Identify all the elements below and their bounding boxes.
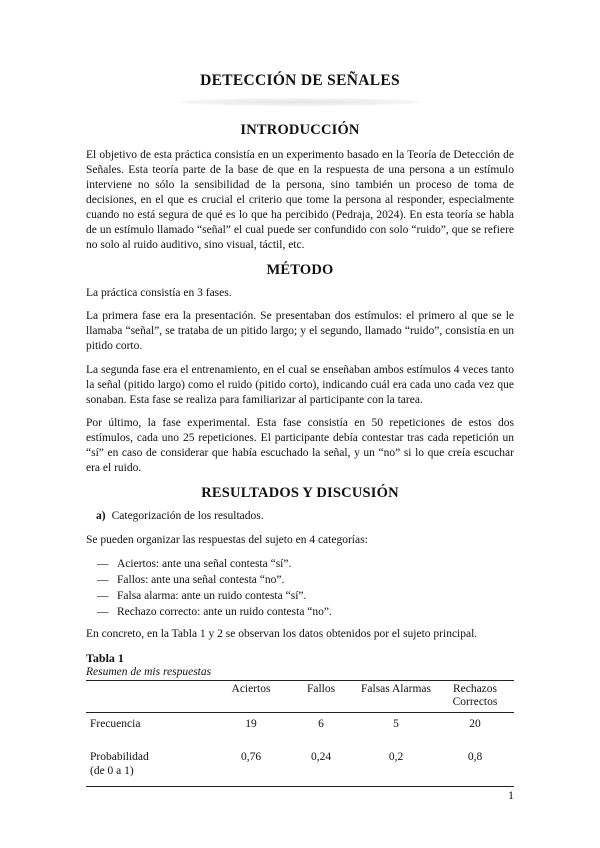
table-row-label: Frecuencia: [90, 718, 141, 730]
table-cell: 0,76: [240, 751, 262, 763]
table-label: Tabla 1: [86, 651, 124, 665]
list-item: — Rechazo correcto: ante un ruido contesta “no”.: [97, 606, 332, 618]
table-cell: 0,8: [467, 751, 483, 763]
table-row-label: Probabilidad (de 0 a 1): [90, 751, 149, 777]
table-row: [86, 713, 514, 750]
table-header-cell: Rechazos Correctos: [452, 683, 498, 708]
heading-resultados: RESULTADOS Y DISCUSIÓN: [201, 485, 399, 501]
table-cell: 20: [469, 718, 481, 730]
method-paragraph-2: La primera fase era la presentación. Se presentaban dos estímulos: el primero al que se le llamaba “señal”, se trataba de un pitido largo; y el segundo, llamado “ruido”, consistía en un pitido corto.: [86, 310, 514, 352]
table-header-cell: Falsas Alarmas: [361, 683, 431, 695]
table-header-cell: [86, 681, 216, 713]
list-item: — Fallos: ante una señal contesta “no”.: [97, 574, 285, 586]
method-paragraph-1: La práctica consistía en 3 fases.: [86, 287, 232, 299]
scan-smudge: [180, 98, 420, 106]
table-cell: 6: [318, 718, 324, 730]
results-closing: En concreto, en la Tabla 1 y 2 se observan los datos obtenidos por el sujeto principal.: [86, 628, 478, 640]
table-cell: 19: [245, 718, 257, 730]
table-caption: Resumen de mis respuestas: [86, 666, 212, 678]
table-header-row: [86, 681, 514, 713]
heading-metodo: MÉTODO: [266, 262, 334, 278]
intro-paragraph: El objetivo de esta práctica consistía en un experimento basado en la Teoría de Detección de Señales. Esta teoría parte de la base de que en la respuesta de una persona a un estímulo interviene no sólo la sensibilidad de la persona, sino también un proceso de toma de decisiones, en el que es crucial el criterio que tome la persona al responder, especialmente cuando no está segura de qué es lo que ha percibido (Pedraja, 2024). En esta teoría se habla de un estímulo llamado “señal” el cual puede ser confundido con solo “ruido”, que se refiere no solo al ruido auditivo, sino visual, táctil, etc.: [86, 149, 514, 251]
results-table: [86, 680, 514, 787]
method-paragraph-3: La segunda fase era el entrenamiento, en el cual se enseñaban ambos estímulos 4 veces tanto la señal (pitido largo) como el ruido (pitido corto), indicando cuál era cada uno cada vez que sonaban. Esta fase se realiza para familiarizar al participante con la tarea.: [86, 364, 514, 406]
category-list: [97, 556, 332, 620]
document-title: DETECCIÓN DE SEÑALES: [200, 72, 400, 89]
table-header-cell: Aciertos: [231, 683, 271, 695]
results-intro: Se pueden organizar las respuestas del sujeto en 4 categorías:: [86, 534, 368, 546]
method-paragraph-4: Por último, la fase experimental. Esta fase consistía en 50 repeticiones de estos dos estímulos, cada uno 25 repeticiones. El participante debía contestar tras cada repetición un “sí” en caso de considerar que había escuchado la señal, y un “no” si lo que creía escuchar era el ruido.: [86, 417, 514, 474]
table-cell: 0,2: [388, 751, 404, 763]
list-item: — Aciertos: ante una señal contesta “sí”.: [97, 558, 292, 570]
table-cell: 5: [393, 718, 399, 730]
subheading-label: Categorización de los resultados.: [111, 510, 264, 522]
subheading-letter: a): [96, 510, 106, 522]
subheading-categorizacion: [96, 510, 264, 522]
table-row: [86, 749, 514, 787]
table-cell: 0,24: [310, 751, 332, 763]
heading-introduccion: INTRODUCCIÓN: [240, 122, 360, 138]
page-number: 1: [508, 788, 514, 802]
list-item: — Falsa alarma: ante un ruido contesta “sí”.: [97, 590, 307, 602]
table-header-cell: Fallos: [306, 683, 336, 695]
